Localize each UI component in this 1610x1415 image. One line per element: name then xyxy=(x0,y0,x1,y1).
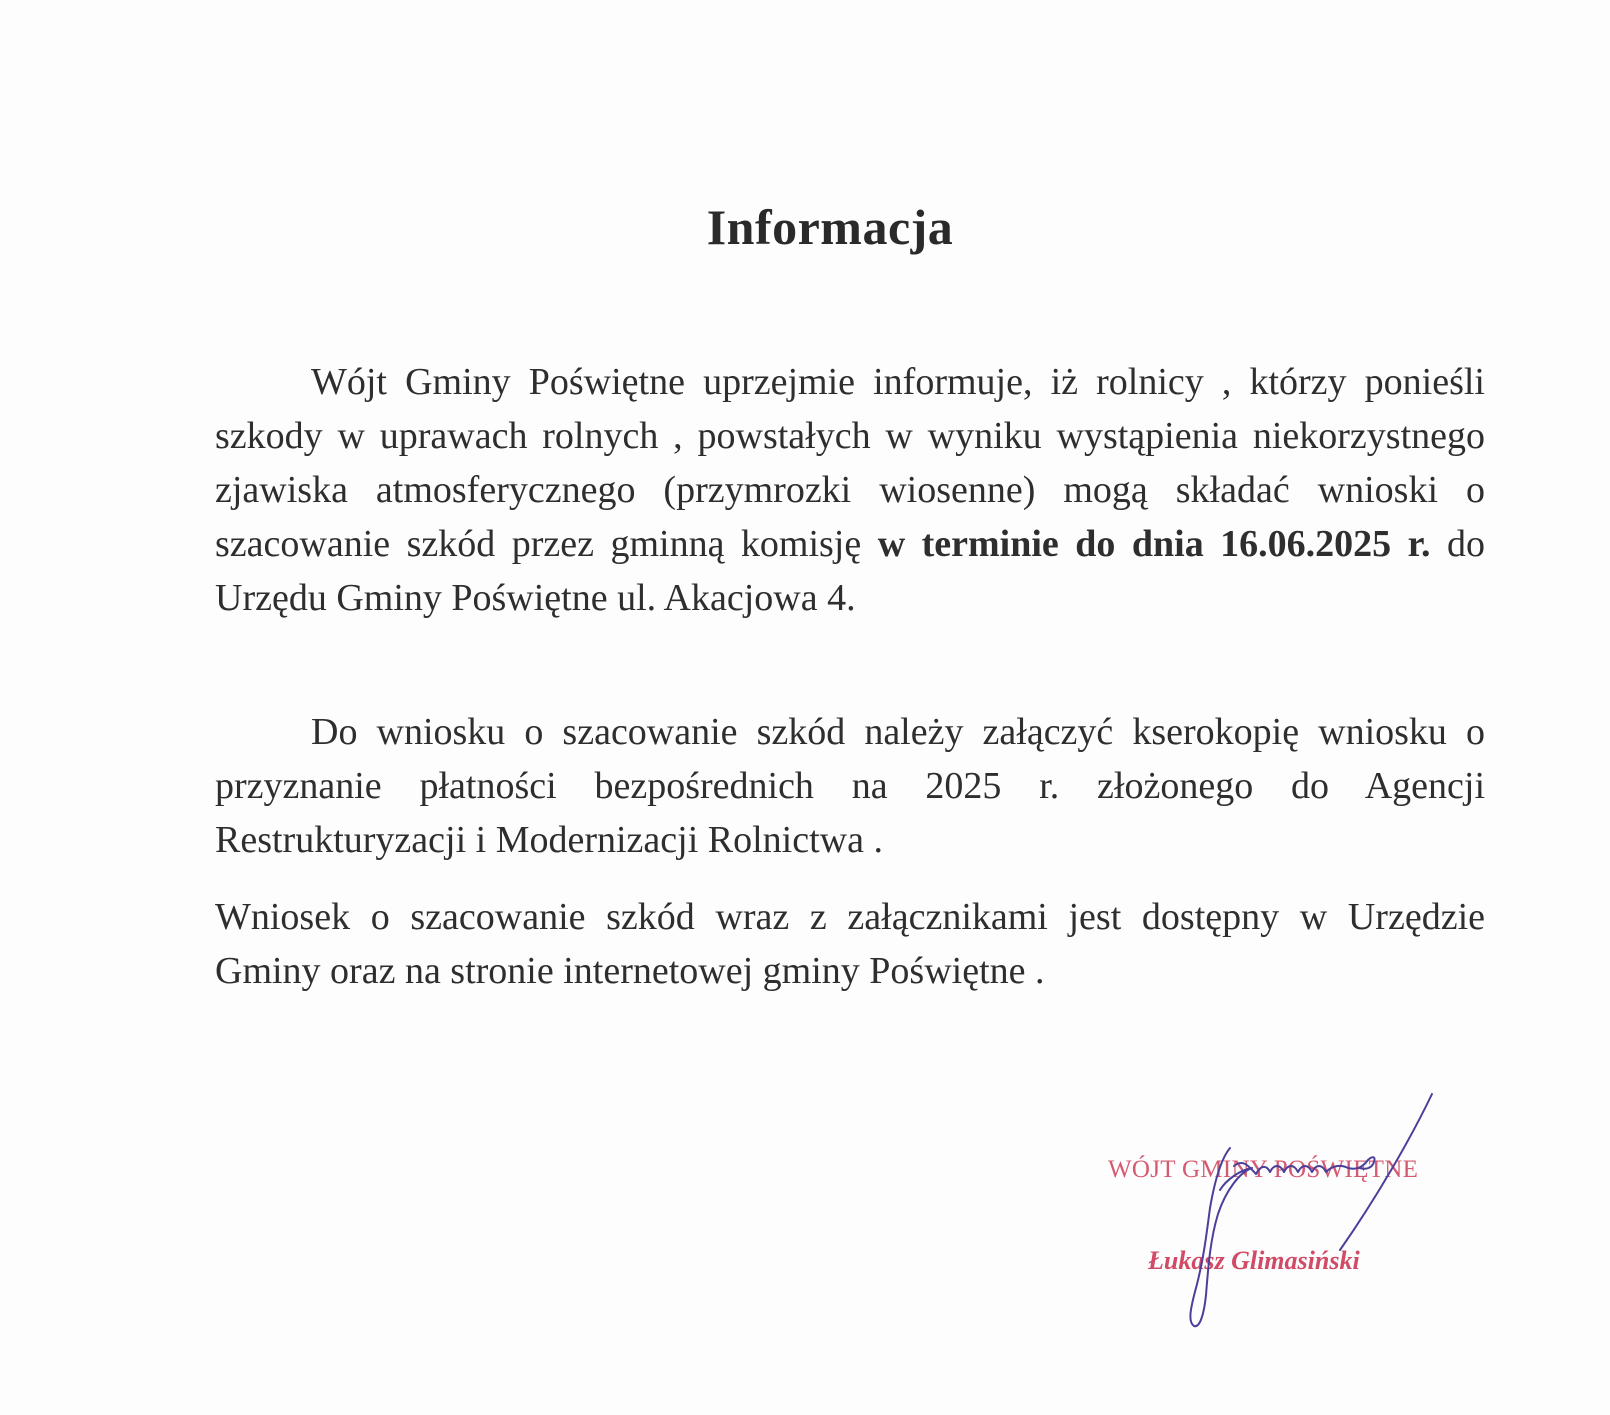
paragraph-deadline-address: do Urzędu Gminy Poświętne ul. Akacjowa 4. xyxy=(215,523,1486,619)
handwritten-signature xyxy=(1160,1090,1450,1340)
signature-diagonal-stroke xyxy=(1340,1094,1432,1250)
paragraph-availability: Wniosek o szacowanie szkód wraz z załącznikami jest dostępny w Urzędzie Gminy oraz na stronie internetowej gminy Poświętne . xyxy=(215,896,1485,992)
deadline-highlight: w terminie do dnia 16.06.2025 r. xyxy=(877,523,1431,565)
paragraph-deadline-intro: Wójt Gminy Poświętne uprzejmie informuje, iż rolnicy , którzy ponieśli szkody w uprawach rolnych , powstałych w wyniku wystąpienia niekorzystnego zjawiska atmosferycznego (przymrozki wiosenne) mogą składać wnioski o szacowanie szkód przez gminną komisję xyxy=(215,361,1485,565)
stamp-office-title: WÓJT GMINY POŚWIĘTNE xyxy=(1108,1156,1419,1183)
signature-main-loop xyxy=(1190,1148,1252,1326)
signature-wave xyxy=(1234,1160,1368,1174)
paragraph-attachments: Do wniosku o szacowanie szkód należy załączyć kserokopię wniosku o przyznanie płatności bezpośrednich na 2025 r. złożonego do Agencji Restrukturyzacji i Modernizacji Rolnictwa . xyxy=(215,711,1485,861)
stamp-official-name: Łukasz Glimasiński xyxy=(1148,1246,1360,1275)
signature-tail xyxy=(1360,1157,1375,1169)
paragraph-deadline xyxy=(215,355,1485,625)
document-title: Informacja xyxy=(706,199,954,255)
